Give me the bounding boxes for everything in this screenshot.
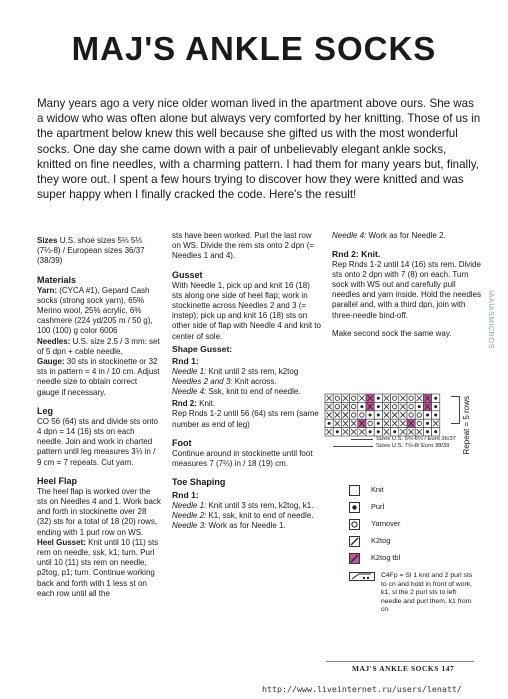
sizes-label: Sizes <box>37 236 58 245</box>
chart-cell <box>350 411 358 419</box>
chart-grid <box>325 394 440 436</box>
side-watermark: IAAIASMICROS <box>487 290 496 349</box>
yarn-label: Yarn: <box>37 285 58 295</box>
gauge-line <box>37 357 161 398</box>
heel-gusset-line <box>37 538 161 599</box>
toe-needle2-text: K1, ssk, knit to end of needle. <box>206 510 314 520</box>
rnd1-needle1 <box>172 367 322 377</box>
chart-cell-mark <box>426 414 429 417</box>
stitch-legend <box>349 485 477 615</box>
rnd1-needle4 <box>172 387 322 397</box>
purl-swatch-icon <box>349 502 360 513</box>
size-a-row <box>351 436 456 443</box>
chart-size-labels <box>351 436 456 450</box>
heel-gusset-label: Heel Gusset: <box>37 537 86 547</box>
gauge-label: Gauge: <box>37 357 65 367</box>
leg-heading: Leg <box>37 405 54 416</box>
page-title: MAJ'S ANKLE SOCKS <box>71 30 437 67</box>
sizes-line <box>37 236 161 267</box>
rnd1-needle4-text: Ssk, knit to end of needle. <box>206 387 301 397</box>
chart-cell-mark <box>434 414 437 417</box>
chart-cell <box>333 402 341 410</box>
rnd1-needle1-label: Needle 1: <box>172 366 207 376</box>
legend-knit <box>349 485 477 502</box>
rnd1-needles23-label: Needles 2 and 3: <box>172 376 233 386</box>
size-b-label: Sizes U.S. 7⅔-8/ Euro 38/39 <box>376 443 450 450</box>
rnd1-needle1-text: Knit until 2 sts rem, k2tog <box>206 366 299 376</box>
toe-rnd2-text: Knit. <box>358 249 381 260</box>
chart-cell <box>407 394 415 402</box>
needles-line <box>37 337 161 357</box>
chart-cell <box>358 411 366 419</box>
toe-needle1 <box>172 501 322 511</box>
cable-swatch-icon <box>349 572 375 581</box>
chart-cell-mark <box>377 405 380 408</box>
knitting-chart <box>323 392 443 442</box>
chart-cell-mark <box>360 405 363 408</box>
footer-rule <box>326 661 474 662</box>
gusset-text: With Needle 1, pick up and knit 16 (18) sts along one side of heel flap; work in stockinette across Needles 2 and 3 (= instep); pick up and knit 16 (18) sts on other side of flap with Needle 4 and knit to center of sole. <box>172 280 321 341</box>
gauge-text: 30 sts in stockinette or 32 sts in pattern = 4 in / 10 cm. Adjust needle size to obtain correct gauge if necessary. <box>37 357 160 397</box>
toe-needle3-label: Needle 3: <box>172 521 207 531</box>
size-a-tick <box>351 439 373 440</box>
toe-needle1-text: Knit until 3 sts rem, k2tog, k1. <box>206 500 314 510</box>
size-a-label: Sizes U.S. 5⅔-6⅓ / Euro 36/37 <box>376 436 456 442</box>
legend-knit-label: Knit <box>371 485 384 494</box>
chart-cell <box>415 419 423 427</box>
toe-needle4 <box>332 231 482 241</box>
rnd1-label: Rnd 1: <box>172 356 199 367</box>
chart-cell-mark <box>434 430 437 433</box>
yarn-line <box>37 286 161 337</box>
k2tog-tbl-swatch-icon <box>349 553 360 564</box>
knit-swatch-icon <box>349 485 360 496</box>
sizes-text: U.S. shoe sizes 5⅔ 5⅓ (7⅔-8) / European sizes 36/37 (38/39) <box>37 236 145 266</box>
size-b-row <box>333 443 456 450</box>
legend-yarnover-label: Yarnover <box>371 519 401 528</box>
chart-cell-mark <box>369 414 372 417</box>
second-sock-text: Make second sock the same way. <box>332 328 452 338</box>
toe-needle1-label: Needle 1: <box>172 500 207 510</box>
toe-needle2 <box>172 511 322 521</box>
rnd1-needles23 <box>172 377 322 387</box>
chart-cell-mark <box>434 397 437 400</box>
chart-cell <box>407 402 415 410</box>
foot-heading: Foot <box>172 437 192 448</box>
legend-yarnover <box>349 519 477 536</box>
legend-k2tog-tbl <box>349 553 477 570</box>
toe-needle4-label: Needle 4: <box>332 231 367 240</box>
chart-cell-mark <box>377 422 380 425</box>
leg-text: CO 56 (64) sts and divide sts onto 4 dpn = 14 (16) sts on each needle. Join and work in charted pattern until leg measures 3⅓ in / 9 cm = 7 repeats. Cut yarn. <box>37 416 158 467</box>
chart-cell <box>350 402 358 410</box>
legend-k2tog-label: K2tog <box>371 536 391 545</box>
toe-needle2-label: Needle 2: <box>172 510 207 520</box>
legend-cable <box>349 572 477 615</box>
chart-cell <box>333 394 341 402</box>
chart-cell <box>366 419 374 427</box>
toe-shaping-heading: Toe Shaping <box>172 477 226 488</box>
chart-cell-mark <box>377 414 380 417</box>
chart-cell <box>415 411 423 419</box>
heel-gusset-text: Knit until 10 (11) sts rem on needle, ssk, k1; turn. Purl until 10 (11) sts rem on needle, p2tog, p1; turn. Continue working back and forth with 1 less st on each row until all the <box>37 537 159 598</box>
chart-cell-mark <box>393 430 396 433</box>
chart-cell <box>391 402 399 410</box>
toe-needle4-text: Work as for Needle 2. <box>366 231 446 240</box>
k2tog-swatch-icon <box>349 536 360 547</box>
legend-cable-label: C4Fp = Sl 1 knit and 2 purl sts to cn and hold in front of work, k1, sl the 2 purl sts to left needle and purl them, k1 from cn <box>381 572 473 614</box>
chart-cell <box>391 394 399 402</box>
source-url: http://www.liveinternet.ru/users/lenatt/ <box>262 684 462 694</box>
heel-flap-text: The heel flap is worked over the sts on Needles 4 and 1. Work back and forth in stockinette over 28 (32) sts for a total of 18 (20) rows, ending with 1 purl row on WS. <box>37 486 161 537</box>
yarnover-swatch-icon <box>349 519 360 530</box>
column-middle <box>172 231 322 531</box>
intro-paragraph: Many years ago a very nice older woman lived in the apartment above ours. She was a widow who was often alone but always very comforted by her knitting. Those of us in the apartment below knew this well because she gifted us with the most wonderful socks. One day she came down with a pair of unbelievably elegant ankle socks, knitted on fine needles, with a charming pattern. I had them for many years but, finally, they wore out. I spent a few hours trying to discover how they were knitted and was super happy when I finally cracked the code. Here's the result! <box>37 97 481 202</box>
rnd2-label: Rnd 2: <box>172 399 197 409</box>
legend-purl-label: Purl <box>371 502 385 511</box>
page-footer: MAJ'S ANKLE SOCKS 147 <box>352 664 455 673</box>
foot-text: Continue around in stockinette until foot measures 7 (7⅔) in / 18 (19) cm. <box>172 448 313 469</box>
chart-cell-mark <box>336 430 339 433</box>
yarn-text: (CYCA #1), Gepard Cash socks (strong sock yarn), 65% Merino wool, 25% acrylic, 6% cashmere (224 yd/205 m / 50 g), 100 (100) g color 6006 <box>37 285 153 336</box>
legend-k2tog-tbl-label: K2tog tbl <box>371 553 401 562</box>
rnd2-text: Knit. <box>196 399 216 409</box>
legend-purl <box>349 502 477 519</box>
toe-rnd2-line <box>332 249 482 259</box>
chart-cell-mark <box>377 430 380 433</box>
heel-continue-text: sts have been worked. Purl the last row on WS. Divide the rem sts onto 2 dpn (= Needles 1 and 4). <box>172 231 315 261</box>
size-b-tick <box>333 446 373 447</box>
chart-cell-mark <box>426 430 429 433</box>
chart-cell-mark <box>369 430 372 433</box>
toe-needle3 <box>172 521 322 531</box>
column-left <box>37 236 161 599</box>
chart-cell-mark <box>426 422 429 425</box>
chart-cell-mark <box>434 405 437 408</box>
repeat-label: Repeat = 5 rows <box>462 396 471 455</box>
needles-label: Needles: <box>37 336 71 346</box>
rnd1-needles23-text: Knit across. <box>232 376 277 386</box>
needles-text: U.S. size 2.5 / 3 mm: set of 5 dpn + cable needle. <box>37 336 160 356</box>
chart-cell <box>407 411 415 419</box>
rnd2-line <box>172 399 322 409</box>
repeat-bracket <box>451 396 460 424</box>
toe-rnd2-body: Rep Rnds 1-2 until 14 (16) sts rem. Divide sts onto 2 dpn with 7 (8) on each. Turn sock with WS out and carefully pull needles and yarn inside. Hold the needles parallel and, with a third dpn, join with three-needle bind-off. <box>332 259 481 320</box>
materials-heading: Materials <box>37 274 77 285</box>
chart-cell-mark <box>418 405 421 408</box>
legend-k2tog <box>349 536 477 553</box>
toe-rnd1-label: Rnd 1: <box>172 490 199 501</box>
shape-gusset-heading: Shape Gusset: <box>172 343 233 354</box>
gusset-heading: Gusset <box>172 269 203 280</box>
chart-cell-mark <box>328 422 331 425</box>
heel-flap-heading: Heel Flap <box>37 475 78 486</box>
rnd1-needle4-label: Needle 4: <box>172 387 207 397</box>
chart-cell-mark <box>377 397 380 400</box>
toe-needle3-text: Work as for Needle 1. <box>206 521 286 531</box>
repeat-rounds-text: Rep Rnds 1-2 until 56 (64) sts rem (same number as end of leg) <box>172 409 319 429</box>
column-right <box>332 231 482 339</box>
chart-cell <box>350 394 358 402</box>
toe-rnd2-label: Rnd 2: <box>332 249 359 260</box>
